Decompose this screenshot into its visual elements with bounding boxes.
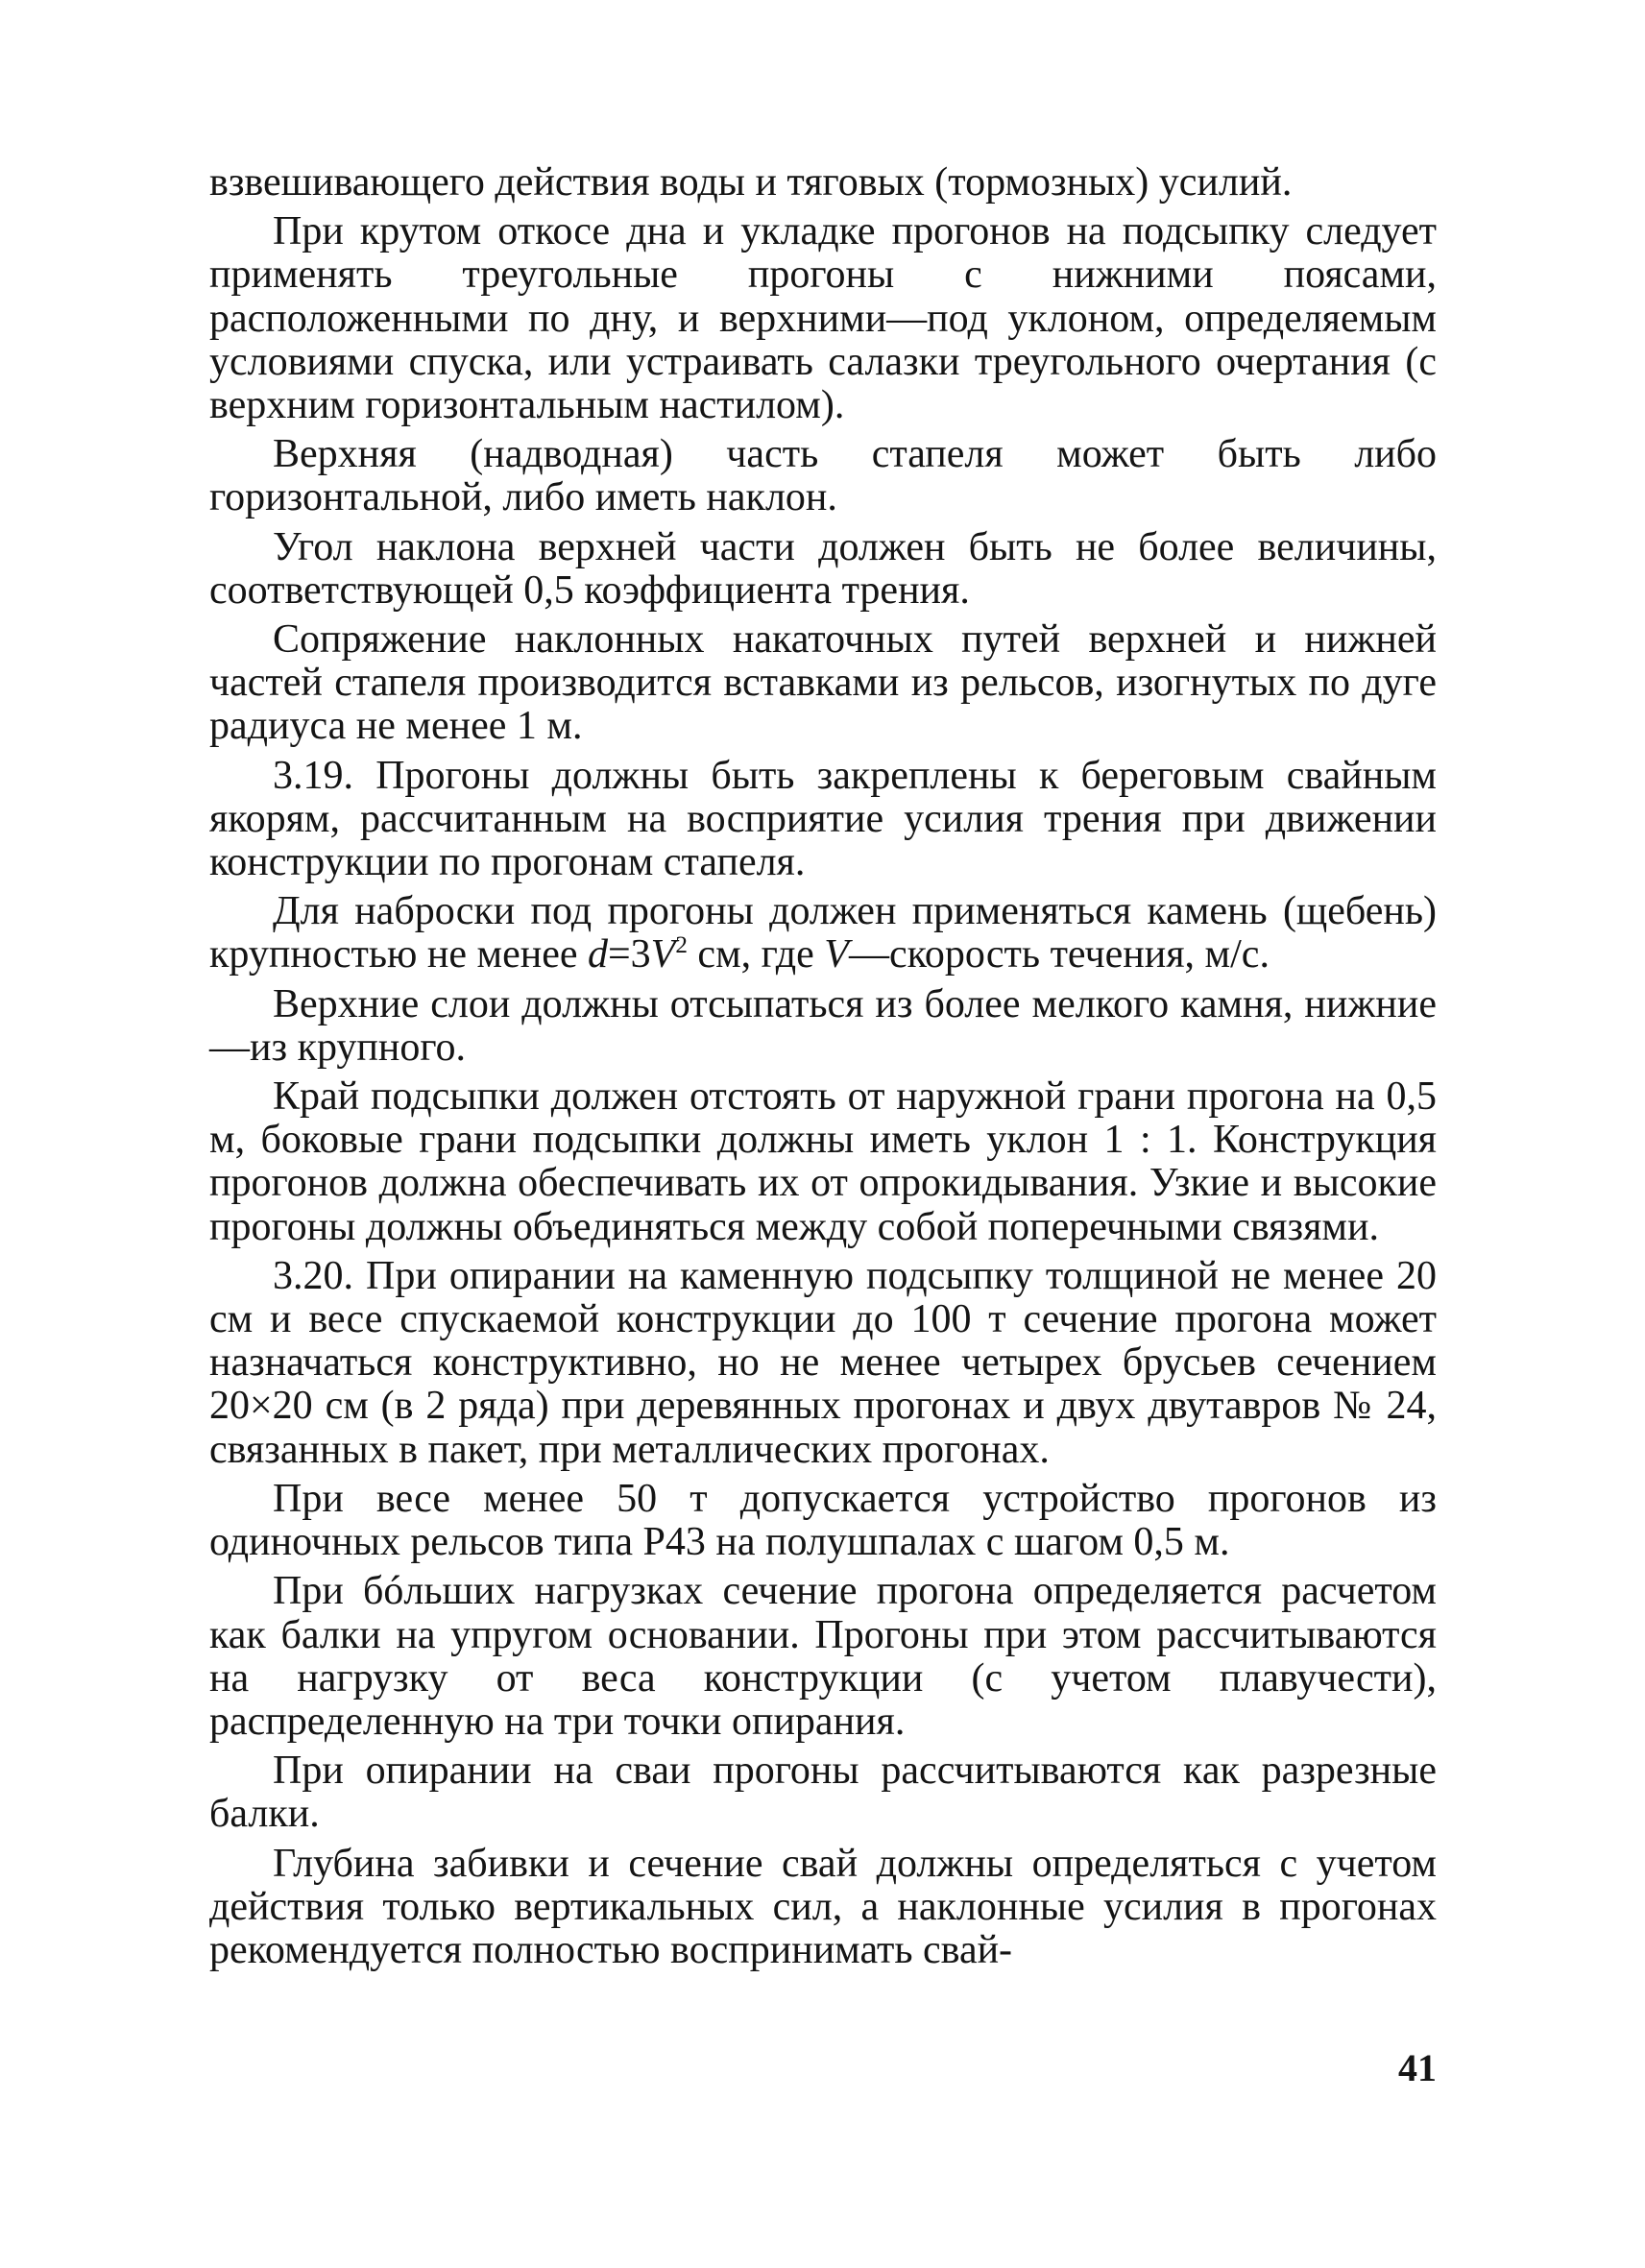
formula-text-after: —скорость течения, м/с. [848, 932, 1270, 977]
paragraph: 3.20. При опирании на каменную подсыпку толщиной не менее 20 см и весе спускаемой конструкции до 100 т сечение прогона может назначаться конструктивно, но не менее четырех брусьев сечением 20×20 см (в 2 ряда) при деревянных прогонах и двух двутавров № 24, связанных в пакет, при металлических прогонах. [209, 1253, 1437, 1472]
paragraph: При весе менее 50 т допускается устройство прогонов из одиночных рельсов типа Р43 на полушпалах с шагом 0,5 м. [209, 1476, 1437, 1565]
paragraph: Верхняя (надводная) часть стапеля может быть либо горизонтальной, либо иметь наклон. [209, 432, 1437, 520]
paragraph: 3.19. Прогоны должны быть закреплены к береговым свайным якорям, рассчитанным на восприятие усилия трения при движении конструкции по прогонам стапеля. [209, 753, 1437, 885]
formula-text-before: Для наброски под прогоны должен применяться камень (щебень) крупностью не менее [209, 889, 1437, 977]
formula-exponent: 2 [675, 932, 688, 959]
paragraph-formula [209, 890, 1437, 977]
paragraph: При крутом откосе дна и укладке прогонов на подсыпку следует применять треугольные прогоны с нижними поясами, расположенными по дну, и верхними—под уклоном, определяемым условиями спуска, или устраивать салазки треугольного очертания (с верхним горизонтальным настилом). [209, 209, 1437, 428]
body-text [209, 161, 1437, 1978]
formula-var-d: d [587, 932, 608, 977]
paragraph: Сопряжение наклонных накаточных путей верхней и нижней частей стапеля производится вставками из рельсов, изогнутых по дуге радиуса не менее 1 м. [209, 617, 1437, 749]
formula-equals: =3 [607, 932, 651, 977]
page-number: 41 [1398, 2046, 1437, 2089]
paragraph: При опирании на сваи прогоны рассчитываются как разрезные балки. [209, 1749, 1437, 1837]
paragraph: Край подсыпки должен отстоять от наружной грани прогона на 0,5 м, боковые грани подсыпки должны иметь уклон 1 : 1. Конструкция прогонов должна обеспечивать их от опрокидывания. Узкие и высокие прогоны должны объединяться между собой поперечными связями. [209, 1074, 1437, 1249]
paragraph: При бóльших нагрузках сечение прогона определяется расчетом как балки на упругом основании. Прогоны при этом рассчитываются на нагрузку от веса конструкции (с учетом плавучести), распределенную на три точки опирания. [209, 1569, 1437, 1744]
formula-text-middle: см, где [687, 932, 825, 977]
paragraph: Глубина забивки и сечение свай должны определяться с учетом действия только вертикальных сил, а наклонные усилия в прогонах рекомендуется полностью воспринимать свай- [209, 1841, 1437, 1972]
formula-var-v: V [650, 932, 676, 977]
paragraph: Угол наклона верхней части должен быть не более величины, соответствующей 0,5 коэффициента трения. [209, 524, 1437, 613]
paragraph: Верхние слои должны отсыпаться из более мелкого камня, нижние—из крупного. [209, 981, 1437, 1070]
paragraph: взвешивающего действия воды и тяговых (тормозных) усилий. [209, 160, 1293, 205]
formula-var-v-def: V [824, 932, 849, 977]
